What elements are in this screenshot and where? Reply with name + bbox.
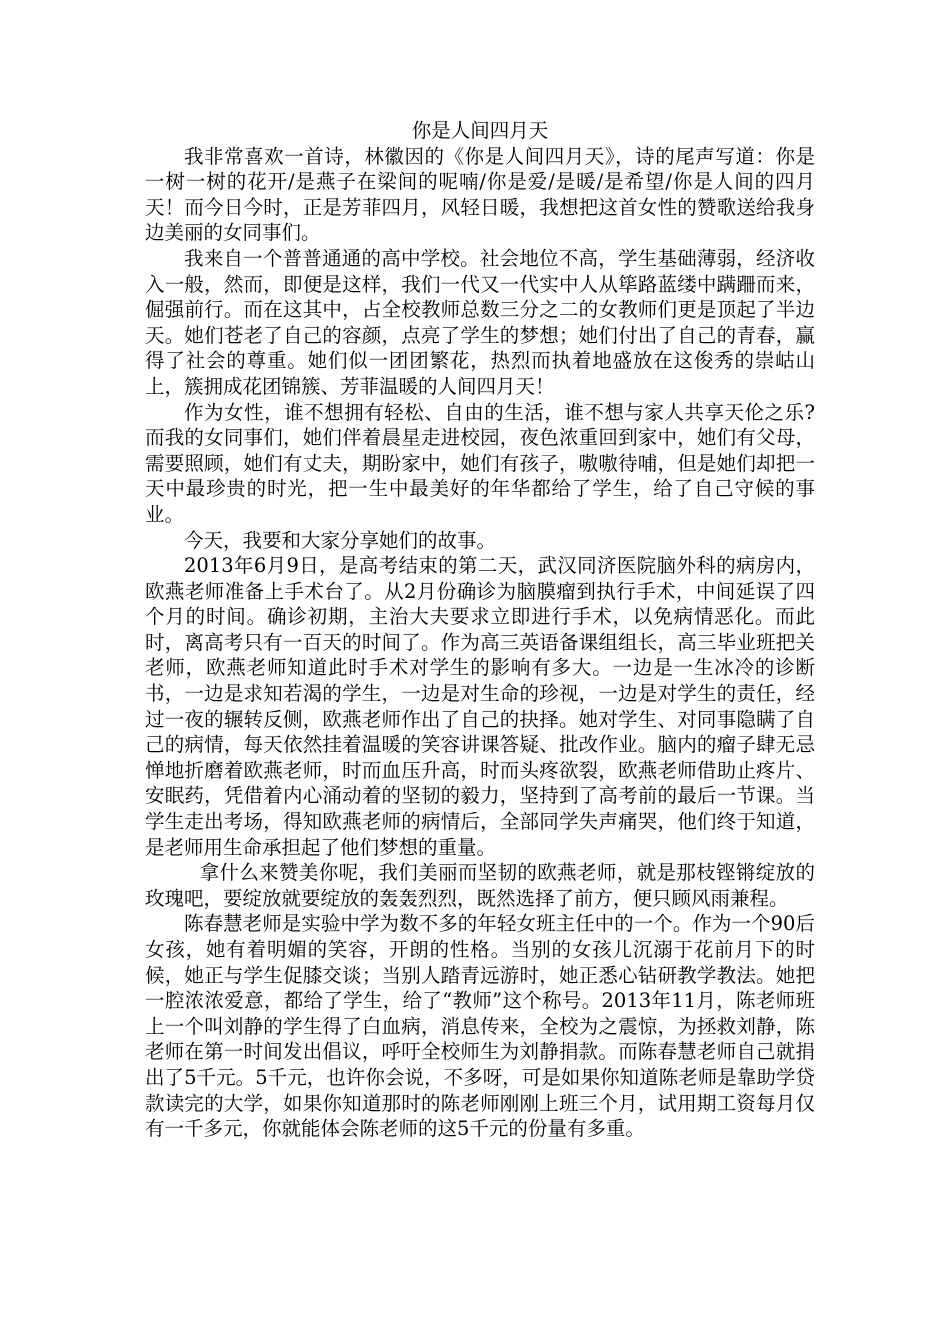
document-page	[145, 118, 815, 1142]
paragraph-school-intro: 我来自一个普普通通的高中学校。社会地位不高，学生基础薄弱，经济收入一般，然而，即便是这样，我们一代又一代实中人从筚路蓝缕中蹒跚而来，倔强前行。而在这其中，占全校教师总数三分之二的女教师们更是顶起了半边天。她们苍老了自己的容颜，点亮了学生的梦想；她们付出了自己的青春，赢得了社会的尊重。她们似一团团繁花，热烈而执着地盛放在这俊秀的崇岵山上，簇拥成花团锦簇、芳菲温暖的人间四月天！	[145, 246, 815, 398]
paragraph-ouyan-praise: 拿什么来赞美你呢，我们美丽而坚韧的欧燕老师，就是那枝铿锵绽放的玫瑰吧，要绽放就要绽放的轰轰烈烈，既然选择了前方，便只顾风雨兼程。	[145, 861, 815, 910]
paragraph-poem-intro: 我非常喜欢一首诗，林徽因的《你是人间四月天》，诗的尾声写道：你是一树一树的花开/是燕子在梁间的呢喃/你是爱/是暖/是希望/你是人间的四月天！而今日今时，正是芳菲四月，风轻日暖，我想把这首女性的赞歌送给我身边美丽的女同事们。	[145, 144, 815, 245]
paragraph-women-sacrifice: 作为女性，谁不想拥有轻松、自由的生活，谁不想与家人共享天伦之乐?而我的女同事们，她们伴着晨星走进校园，夜色浓重回到家中，她们有父母，需要照顾，她们有丈夫，期盼家中，她们有孩子，嗷嗷待哺，但是她们却把一天中最珍贵的时光，把一生中最美好的年华都给了学生，给了自己守候的事业。	[145, 400, 815, 526]
paragraph-ouyan-story: 2013年6月9日，是高考结束的第二天，武汉同济医院脑外科的病房内，欧燕老师准备上手术台了。从2月份确诊为脑膜瘤到执行手术，中间延误了四个月的时间。确诊初期，主治大夫要求立即进行手术，以免病情恶化。而此时，离高考只有一百天的时间了。作为高三英语备课组组长，高三毕业班把关老师，欧燕老师知道此时手术对学生的影响有多大。一边是一生冰冷的诊断书，一边是求知若渴的学生，一边是对生命的珍视，一边是对学生的责任，经过一夜的辗转反侧，欧燕老师作出了自己的抉择。她对学生、对同事隐瞒了自己的病情，每天依然挂着温暖的笑容讲课答疑、批改作业。脑内的瘤子肆无忌惮地折磨着欧燕老师，时而血压升高，时而头疼欲裂，欧燕老师借助止疼片、安眠药，凭借着内心涌动着的坚韧的毅力，坚持到了高考前的最后一节课。当学生走出考场，得知欧燕老师的病情后，全部同学失声痛哭，他们终于知道，是老师用生命承担起了他们梦想的重量。	[145, 554, 815, 859]
paragraph-share-stories: 今天，我要和大家分享她们的故事。	[184, 528, 497, 552]
document-title: 你是人间四月天	[411, 119, 549, 142]
paragraph-chenchunhui-story: 陈春慧老师是实验中学为数不多的年轻女班主任中的一个。作为一个90后女孩，她有着明媚的笑容，开朗的性格。当别的女孩儿沉溺于花前月下的时候，她正与学生促膝交谈；当别人踏青远游时，她正悉心钻研教学教法。她把一腔浓浓爱意，都给了学生，给了“教师”这个称号。2013年11月，陈老师班上一个叫刘静的学生得了白血病，消息传来，全校为之震惊，为拯救刘静，陈老师在第一时间发出倡议，呼吁全校师生为刘静捐款。而陈春慧老师自己就捐出了5千元。5千元，也许你会说，不多呀，可是如果你知道陈老师是靠助学贷款读完的大学，如果你知道那时的陈老师刚刚上班三个月，试用期工资每月仅有一千多元，你就能体会陈老师的这5千元的份量有多重。	[145, 912, 815, 1141]
